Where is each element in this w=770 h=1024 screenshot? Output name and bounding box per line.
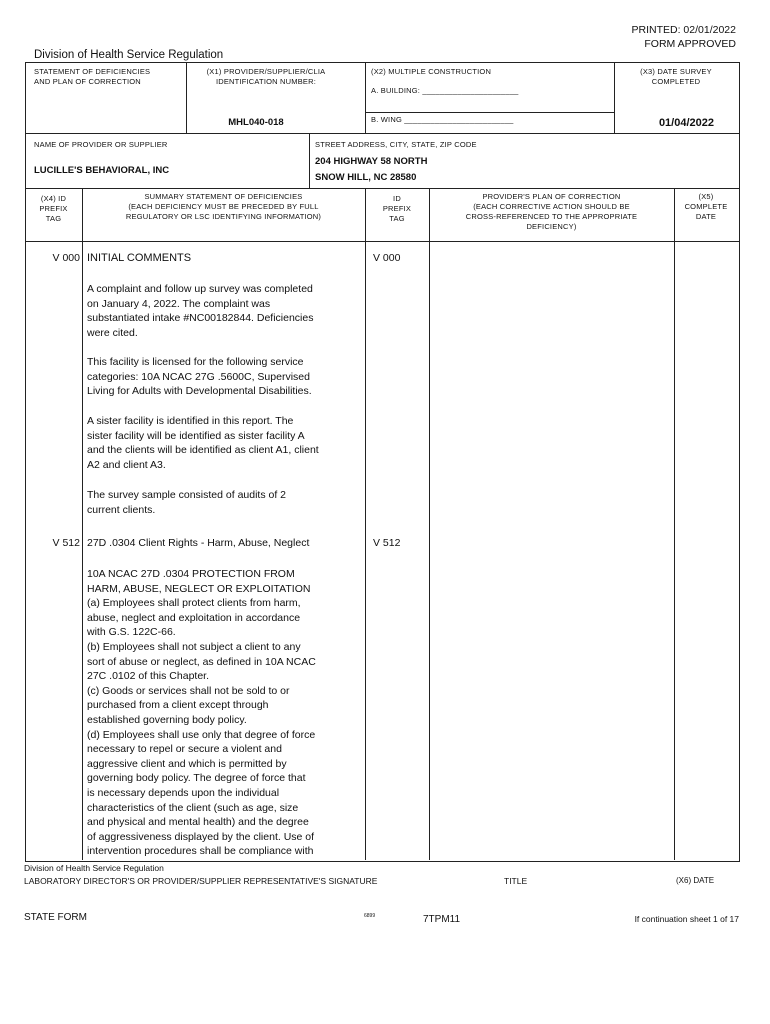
tag-v000: V 000 (52, 252, 80, 264)
entry-paragraph: A complaint and follow up survey was completed on January 4, 2022. The complaint was substantiated intake #NC00182844. Deficiencies were cited. (87, 283, 314, 339)
entry-title-client-rights: 27D .0304 Client Rights - Harm, Abuse, Neglect (87, 537, 310, 549)
entry-paragraph: 10A NCAC 27D .0304 PROTECTION FROM HARM, ABUSE, NEGLECT OR EXPLOITATION (a) Employees shall protect clients from harm, abuse, neglect and exploitation in accordance with G.S. 122C-66. (b) Employees shall not subject a client to any sort of abuse or neglect, as defined in 10A NCAC 27C .0102 of this Chapter. (c) Goods or services shall not be sold to or purchased from a client except through established governing body policy. (d) Employees shall use only that degree of force necessary to repel or secure a violent and aggressive client and which is permitted by governing body policy. The degree of force that is necessary depends upon the individual characteristics of the client (such as age, size and physical and mental health) and the degree of aggressiveness displayed by the client. Use of intervention procedures shall be compliance with (87, 568, 316, 858)
address-line-2: SNOW HILL, NC 28580 (315, 172, 417, 183)
x6-date-label: (X6) DATE (676, 876, 715, 885)
divider (365, 62, 366, 133)
agency-name: Division of Health Service Regulation (34, 49, 224, 61)
divider (25, 241, 739, 242)
x3-label: (X3) DATE SURVEY COMPLETED (640, 67, 712, 86)
printed-date: PRINTED: 02/01/2022 (631, 24, 736, 36)
x1-label: (X1) PROVIDER/SUPPLIER/CLIA IDENTIFICATION NUMBER: (206, 67, 326, 86)
entry-title-initial-comments: INITIAL COMMENTS (87, 252, 192, 264)
title-label: TITLE (504, 876, 528, 886)
summary-header: SUMMARY STATEMENT OF DEFICIENCIES (EACH DEFICIENCY MUST BE PRECEDED BY FULL REGULATORY OR LSC IDENTIFYING INFORMATION) (125, 192, 322, 221)
signature-label: LABORATORY DIRECTOR'S OR PROVIDER/SUPPLIER REPRESENTATIVE'S SIGNATURE (24, 876, 378, 886)
provider-name-label: NAME OF PROVIDER OR SUPPLIER (34, 140, 168, 149)
divider (309, 133, 310, 188)
x4-header: (X4) ID PREFIX TAG (39, 194, 68, 223)
x3-value: 01/04/2022 (658, 117, 714, 129)
event-id: 7TPM11 (423, 914, 461, 925)
column-divider (429, 188, 430, 860)
address-line-1: 204 HIGHWAY 58 NORTH (315, 156, 428, 167)
entry-paragraph: The survey sample consisted of audits of 2 current clients. (87, 489, 287, 516)
column-divider (365, 188, 366, 860)
building-label: A. BUILDING: ______________________ (371, 86, 519, 95)
statement-label: STATEMENT OF DEFICIENCIES AND PLAN OF CORRECTION (34, 67, 151, 86)
divider (25, 133, 739, 134)
x2-label: (X2) MULTIPLE CONSTRUCTION (371, 67, 492, 76)
wing-label: B. WING _________________________ (371, 115, 514, 124)
entry-paragraph: A sister facility is identified in this report. The sister facility will be identified as sister facility A and the clients will be identified as client A1, client A2 and client A3. (87, 415, 319, 471)
address-label: STREET ADDRESS, CITY, STATE, ZIP CODE (315, 140, 477, 149)
column-divider (82, 188, 83, 860)
tag-v512: V 512 (52, 537, 80, 549)
plan-header: PROVIDER'S PLAN OF CORRECTION (EACH CORRECTIVE ACTION SHOULD BE CROSS-REFERENCED TO THE APPROPRIATE DEFICIENCY) (465, 192, 638, 231)
column-divider (674, 188, 675, 860)
state-form-label: STATE FORM (24, 912, 87, 923)
provider-name: LUCILLE'S BEHAVIORAL, INC (34, 165, 170, 176)
footer-agency: Division of Health Service Regulation (24, 863, 164, 873)
id-header: ID PREFIX TAG (382, 194, 412, 223)
form-status: FORM APPROVED (644, 38, 736, 50)
divider (365, 112, 614, 113)
continuation-sheet: If continuation sheet 1 of 17 (634, 914, 739, 924)
form-code: 6899 (364, 913, 376, 919)
x5-header: (X5) COMPLETE DATE (684, 192, 728, 221)
id-tag-v000: V 000 (373, 252, 401, 264)
x1-value: MHL040-018 (228, 117, 284, 128)
divider (25, 188, 739, 189)
id-tag-v512: V 512 (373, 537, 401, 549)
entry-paragraph: This facility is licensed for the following service categories: 10A NCAC 27G .5600C, Supervised Living for Adults with Developmental Disabilities. (87, 356, 312, 398)
